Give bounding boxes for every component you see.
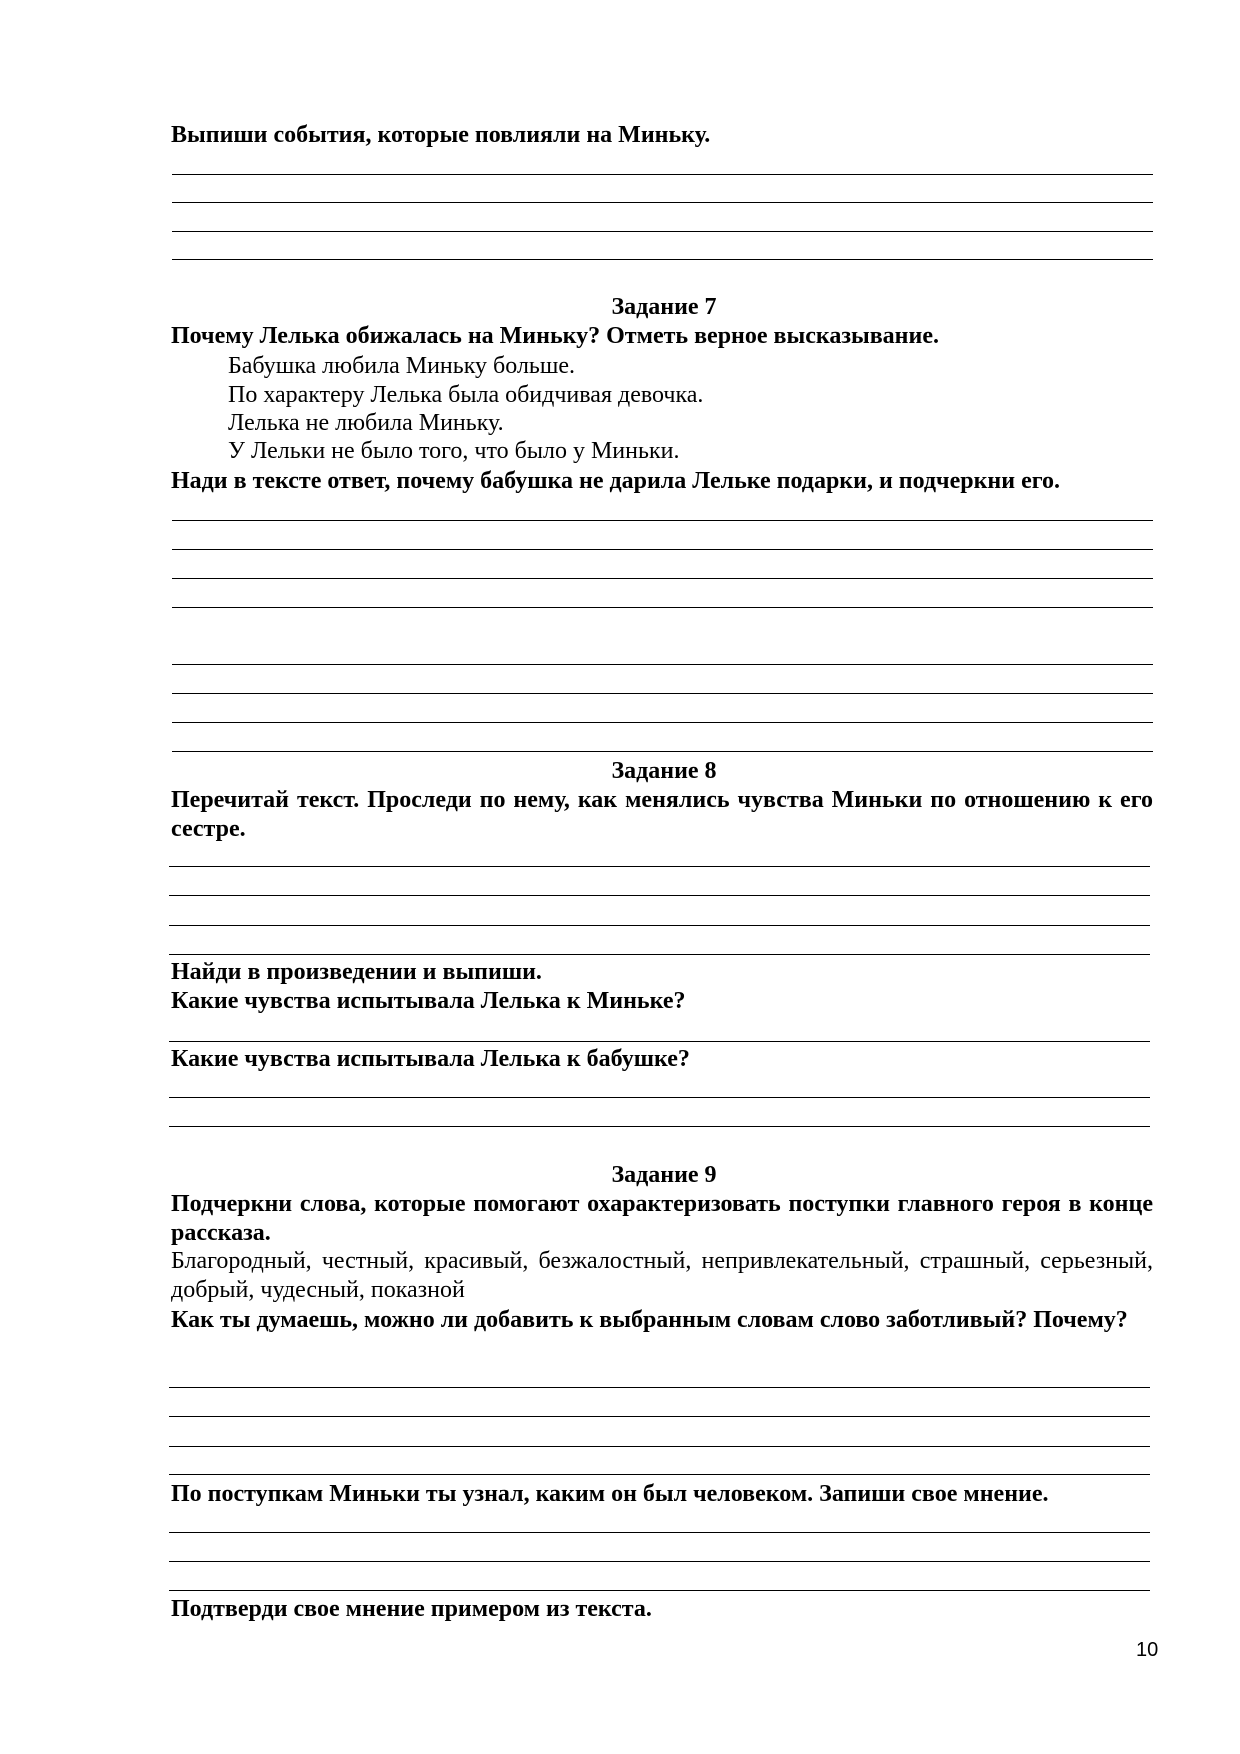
task-9-title: Задание 9 — [611, 1162, 717, 1188]
answer-line[interactable] — [172, 607, 1153, 608]
option-1[interactable]: Бабушка любила Миньку больше. — [228, 353, 575, 379]
answer-line[interactable] — [172, 693, 1153, 694]
answer-line[interactable] — [169, 1041, 1150, 1042]
task-7-question: Почему Лелька обижалась на Миньку? Отметь верное высказывание. — [171, 323, 939, 349]
task-9-q2: По поступкам Миньки ты узнал, каким он был человеком. Запиши свое мнение. — [171, 1481, 1049, 1507]
answer-line[interactable] — [169, 1474, 1150, 1475]
answer-line[interactable] — [169, 925, 1150, 926]
task-9-words[interactable]: Благородный, честный, красивый, безжалостный, непривлекательный, страшный, серьезный, добрый, чудесный, показной — [171, 1248, 1153, 1303]
answer-line[interactable] — [172, 174, 1153, 175]
answer-line[interactable] — [172, 202, 1153, 203]
task-8-title: Задание 8 — [611, 758, 717, 784]
answer-line[interactable] — [172, 578, 1153, 579]
answer-line[interactable] — [169, 1387, 1150, 1388]
answer-line[interactable] — [172, 259, 1153, 260]
answer-line[interactable] — [172, 231, 1153, 232]
answer-line[interactable] — [169, 1097, 1150, 1098]
answer-line[interactable] — [169, 1416, 1150, 1417]
task-8-prompt2: Найди в произведении и выпиши. — [171, 959, 542, 985]
option-3[interactable]: Лелька не любила Миньку. — [228, 410, 504, 436]
answer-line[interactable] — [169, 1532, 1150, 1533]
answer-line[interactable] — [172, 722, 1153, 723]
task-8-q2: Какие чувства испытывала Лелька к бабушке? — [171, 1046, 690, 1072]
answer-line[interactable] — [169, 1126, 1150, 1127]
answer-line[interactable] — [169, 1561, 1150, 1562]
task-9-q1: Как ты думаешь, можно ли добавить к выбранным словам слово заботливый? Почему? — [171, 1307, 1128, 1333]
task-8-q1: Какие чувства испытывала Лелька к Миньке? — [171, 988, 686, 1014]
option-4[interactable]: У Лельки не было того, что было у Миньки. — [228, 438, 680, 464]
answer-line[interactable] — [169, 1446, 1150, 1447]
answer-line[interactable] — [169, 866, 1150, 867]
task-7-title: Задание 7 — [611, 294, 717, 320]
task-9-prompt: Подчеркни слова, которые помогают охарактеризовать поступки главного героя в конце рассказа. — [171, 1191, 1153, 1246]
answer-line[interactable] — [169, 895, 1150, 896]
answer-line[interactable] — [169, 1590, 1150, 1591]
answer-line[interactable] — [172, 664, 1153, 665]
answer-line[interactable] — [172, 751, 1153, 752]
answer-line[interactable] — [172, 549, 1153, 550]
answer-line[interactable] — [172, 520, 1153, 521]
page-number: 10 — [1136, 1639, 1159, 1661]
answer-line[interactable] — [169, 954, 1150, 955]
task-7-prompt2: Нади в тексте ответ, почему бабушка не дарила Лельке подарки, и подчеркни его. — [171, 468, 1061, 494]
task-9-q3: Подтверди свое мнение примером из текста. — [171, 1596, 652, 1622]
events-prompt: Выпиши события, которые повлияли на Миньку. — [171, 122, 711, 148]
option-2[interactable]: По характеру Лелька была обидчивая девочка. — [228, 382, 704, 408]
task-8-prompt: Перечитай текст. Проследи по нему, как менялись чувства Миньки по отношению к его сестре. — [171, 787, 1153, 842]
